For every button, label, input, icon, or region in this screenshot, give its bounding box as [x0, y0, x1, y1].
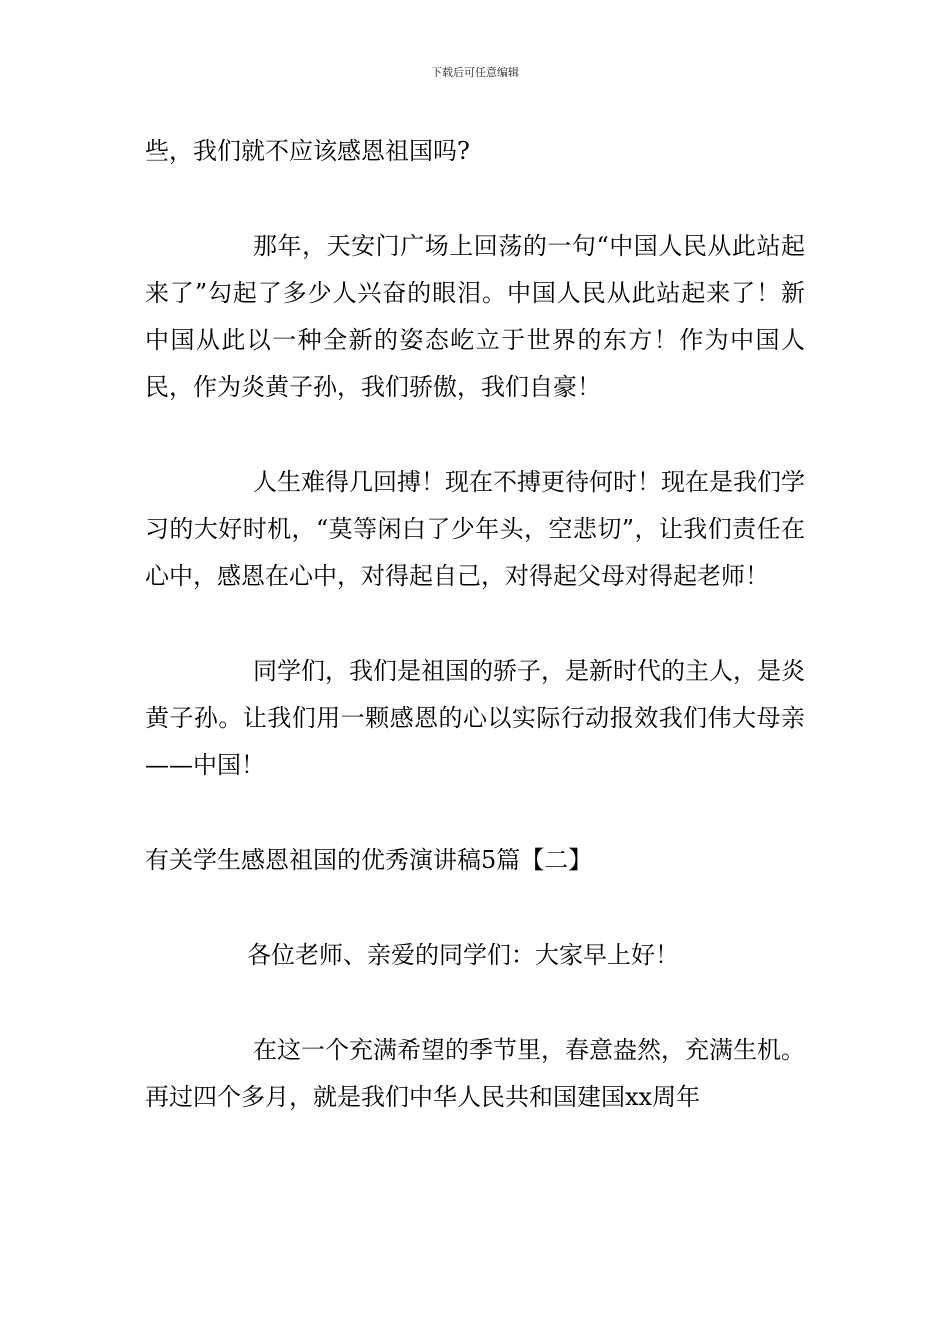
- section-heading: 有关学生感恩祖国的优秀演讲稿5篇【二】: [145, 846, 593, 874]
- paragraph-spring: 在这一个充满希望的季节里，春意盎然，充满生机。再过四个多月，就是我们中华人民共和国建国xx周年: [145, 1036, 805, 1111]
- document-body: [145, 128, 805, 1121]
- paragraph-continuation: 些，我们就不应该感恩祖国吗?: [145, 137, 470, 165]
- paragraph-tiananmen: 那年，天安门广场上回荡的一句“中国人民从此站起来了”勾起了多少人兴奋的眼泪。中国人民从此站起来了！新中国从此以一种全新的姿态屹立于世界的东方！作为中国人民，作为炎黄子孙，我们骄傲，我们自豪！: [145, 232, 805, 401]
- paragraph-study-time: 人生难得几回搏！现在不搏更待何时！现在是我们学习的大好时机，“莫等闲白了少年头，空悲切”，让我们责任在心中，感恩在心中，对得起自己，对得起父母对得起老师！: [145, 468, 805, 590]
- paragraph-classmates: 同学们，我们是祖国的骄子，是新时代的主人，是炎黄子孙。让我们用一颗感恩的心以实际行动报效我们伟大母亲——中国！: [145, 657, 805, 779]
- greeting-line: 各位老师、亲爱的同学们：大家早上好！: [247, 941, 679, 969]
- page-header-note: 下载后可任意编辑: [431, 66, 519, 79]
